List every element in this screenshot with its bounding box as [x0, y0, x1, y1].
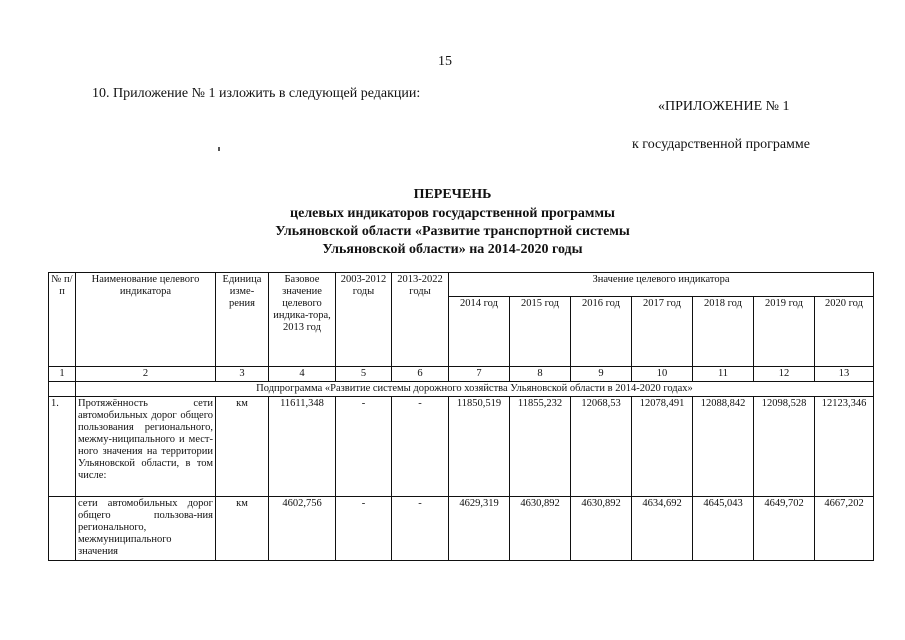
header-year: 2020 год — [815, 297, 874, 367]
header-year: 2017 год — [632, 297, 693, 367]
header-period-2: 2013-2022 годы — [392, 273, 449, 367]
year-value: 4645,043 — [693, 497, 754, 561]
column-number: 11 — [693, 367, 754, 382]
appendix-subtitle: к государственной программе — [632, 137, 810, 152]
header-indicator-values: Значение целевого индикатора — [449, 273, 874, 297]
scan-speck — [218, 147, 220, 151]
column-number: 7 — [449, 367, 510, 382]
appendix-label: «ПРИЛОЖЕНИЕ № 1 — [658, 99, 790, 114]
column-number: 9 — [571, 367, 632, 382]
column-number: 10 — [632, 367, 693, 382]
row-number: 1. — [49, 397, 76, 497]
indicator-name: Протяжённость сети автомобильных дорог общего пользования регионального, межму-ниципального и мест-ного значения на территории Ульяновской области, в том числе: — [76, 397, 216, 497]
year-value: 12123,346 — [815, 397, 874, 497]
period-1-value: - — [336, 397, 392, 497]
table-row — [49, 397, 874, 497]
table-row — [49, 497, 874, 561]
unit-cell: км — [216, 397, 269, 497]
year-value: 12078,491 — [632, 397, 693, 497]
document-title-line: Ульяновской области» на 2014-2020 годы — [322, 242, 583, 257]
base-value: 4602,756 — [269, 497, 336, 561]
period-2-value: - — [392, 497, 449, 561]
intro-text: 10. Приложение № 1 изложить в следующей редакции: — [92, 86, 421, 101]
year-value: 4634,692 — [632, 497, 693, 561]
indicator-name: сети автомобильных дорог общего пользова-ния регионального, межмуниципального значения — [76, 497, 216, 561]
subprogram-title: Подпрограмма «Развитие системы дорожного хозяйства Ульяновской области в 2014-2020 годах» — [76, 382, 874, 397]
column-number: 8 — [510, 367, 571, 382]
page-number: 15 — [438, 54, 452, 69]
year-value: 12098,528 — [754, 397, 815, 497]
header-unit: Единица изме-рения — [216, 273, 269, 367]
indicators-table — [48, 272, 874, 561]
year-value: 12088,842 — [693, 397, 754, 497]
year-value: 4649,702 — [754, 497, 815, 561]
column-number: 6 — [392, 367, 449, 382]
period-1-value: - — [336, 497, 392, 561]
document-title-line: Ульяновской области «Развитие транспортной системы — [275, 224, 630, 239]
header-name: Наименование целевого индикатора — [76, 273, 216, 367]
column-number: 2 — [76, 367, 216, 382]
year-value: 11850,519 — [449, 397, 510, 497]
column-number: 1 — [49, 367, 76, 382]
document-title-line: целевых индикаторов государственной программы — [290, 206, 615, 221]
year-value: 4667,202 — [815, 497, 874, 561]
header-num: № п/п — [49, 273, 76, 367]
column-number: 13 — [815, 367, 874, 382]
base-value: 11611,348 — [269, 397, 336, 497]
column-number: 5 — [336, 367, 392, 382]
column-number: 4 — [269, 367, 336, 382]
header-year: 2016 год — [571, 297, 632, 367]
column-number-row — [49, 367, 874, 382]
header-base: Базовое значение целевого индика-тора, 2013 год — [269, 273, 336, 367]
header-year: 2019 год — [754, 297, 815, 367]
header-year: 2014 год — [449, 297, 510, 367]
document-title: ПЕРЕЧЕНЬ — [413, 187, 492, 202]
unit-cell: км — [216, 497, 269, 561]
header-year: 2018 год — [693, 297, 754, 367]
header-period-1: 2003-2012 годы — [336, 273, 392, 367]
period-2-value: - — [392, 397, 449, 497]
year-value: 4630,892 — [571, 497, 632, 561]
year-value: 12068,53 — [571, 397, 632, 497]
year-value: 4629,319 — [449, 497, 510, 561]
year-value: 4630,892 — [510, 497, 571, 561]
header-year: 2015 год — [510, 297, 571, 367]
row-number — [49, 497, 76, 561]
column-number: 12 — [754, 367, 815, 382]
column-number: 3 — [216, 367, 269, 382]
year-value: 11855,232 — [510, 397, 571, 497]
